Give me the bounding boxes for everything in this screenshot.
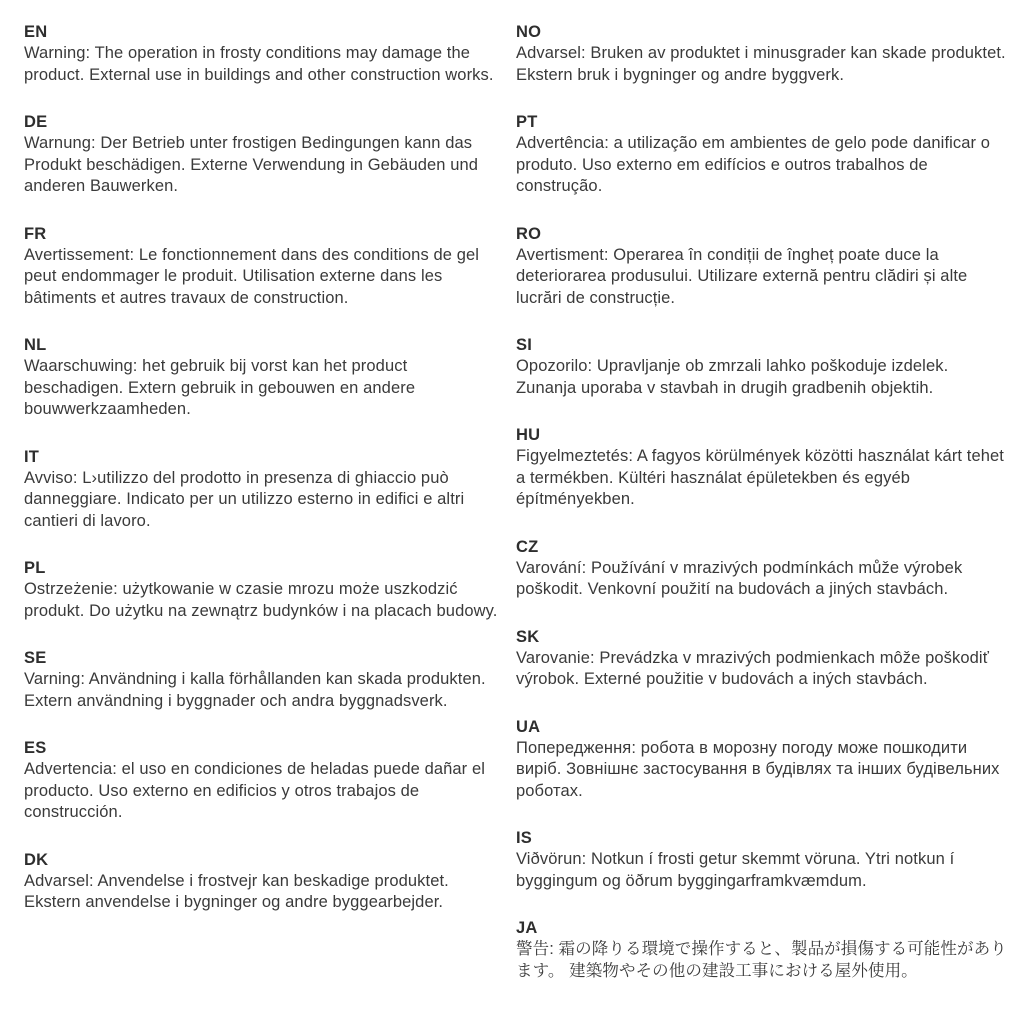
- language-section-is: [516, 828, 1012, 892]
- language-section-cz: [516, 537, 1012, 601]
- language-section-de: [24, 112, 506, 198]
- language-code: UA: [516, 717, 541, 736]
- warning-text: Avviso: L›utilizzo del prodotto in presenza di ghiaccio può danneggiare. Indicato per un utilizzo esterno in edifici e altri cantieri di lavoro.: [24, 468, 465, 530]
- language-section-sk: [516, 627, 1012, 691]
- language-section-en: [24, 22, 506, 86]
- warning-text: Advarsel: Anvendelse i frostvejr kan beskadige produktet. Ekstern anvendelse i bygninger og andre byggearbejder.: [24, 871, 449, 911]
- language-code: DK: [24, 850, 49, 869]
- language-code: FR: [24, 224, 47, 243]
- language-section-si: [516, 335, 1012, 399]
- warning-text: Varovanie: Prevádzka v mrazivých podmienkach môže poškodiť výrobok. Externé použitie v budovách a iných stavbách.: [516, 648, 989, 688]
- language-code: NO: [516, 23, 542, 41]
- language-code: NL: [24, 336, 47, 354]
- language-section-fr: [24, 224, 506, 310]
- language-code: HU: [516, 426, 541, 444]
- language-code: RO: [516, 224, 542, 243]
- warning-text: Viðvörun: Notkun í frosti getur skemmt vöruna. Ytri notkun í byggingum og öðrum byggingarframkvæmdum.: [516, 850, 955, 890]
- warning-text: Advertência: a utilização em ambientes de gelo pode danificar o produto. Uso externo em edifícios e outros trabalhos de construção.: [516, 134, 991, 195]
- warning-text: Warnung: Der Betrieb unter frostigen Bedingungen kann das Produkt beschädigen. Externe Verwendung in Gebäuden und anderen Bauwerken.: [24, 134, 479, 195]
- language-code: IS: [516, 829, 532, 847]
- language-column-right: [516, 22, 1012, 1024]
- language-section-no: [516, 22, 1012, 86]
- warning-text: Waarschuwing: het gebruik bij vorst kan het product beschadigen. Extern gebruik in gebouwen en andere bouwwerkzaamheden.: [24, 357, 416, 418]
- warning-text: Varování: Používání v mrazivých podmínkách může výrobek poškodit. Venkovní použití na budovách a jiných stavbách.: [516, 558, 963, 598]
- language-section-ua: [516, 717, 1012, 803]
- language-section-nl: [24, 335, 506, 421]
- language-section-hu: [516, 425, 1012, 511]
- language-section-se: [24, 648, 506, 712]
- language-code: SE: [24, 649, 47, 667]
- language-code: SK: [516, 627, 540, 646]
- language-code: JA: [516, 919, 538, 937]
- warning-text: Warning: The operation in frosty conditions may damage the product. External use in buildings and other construction works.: [24, 44, 494, 84]
- warning-text: Ostrzeżenie: użytkowanie w czasie mrozu może uszkodzić produkt. Do użytku na zewnątrz budynków i na placach budowy.: [24, 580, 498, 620]
- language-code: SI: [516, 336, 532, 354]
- language-code: IT: [24, 447, 40, 466]
- language-section-dk: [24, 850, 506, 914]
- language-section-es: [24, 738, 506, 824]
- warning-text: Avertisment: Operarea în condiții de îngheț poate duce la deteriorarea produsului. Utilizare externă pentru clădiri și alte lucrări de construcție.: [516, 245, 968, 307]
- warning-text: Попередження: робота в морозну погоду може пошкодити виріб. Зовнішнє застосування в будівлях та інших будівельних роботах.: [516, 738, 1000, 800]
- language-section-ro: [516, 224, 1012, 310]
- language-code: CZ: [516, 537, 539, 556]
- warning-text: Figyelmeztetés: A fagyos körülmények közötti használat kárt tehet a termékben. Kültéri használat épületekben és egyéb építményekben.: [516, 447, 1004, 508]
- language-code: ES: [24, 739, 47, 757]
- language-code: PL: [24, 559, 46, 577]
- language-code: DE: [24, 113, 48, 131]
- language-section-it: [24, 447, 506, 533]
- warning-text: 警告: 霜の降りる環境で操作すると、製品が損傷する可能性があります。 建築物やその他の建設工事における屋外使用。: [516, 940, 1007, 980]
- language-section-ja: [516, 918, 1012, 982]
- language-section-pt: [516, 112, 1012, 198]
- warning-text: Opozorilo: Upravljanje ob zmrzali lahko poškoduje izdelek. Zunanja uporaba v stavbah in drugih gradbenih objektih.: [516, 357, 949, 397]
- warning-text: Advertencia: el uso en condiciones de heladas puede dañar el producto. Uso externo en edificios y otros trabajos de construcción.: [24, 760, 485, 821]
- language-code: PT: [516, 113, 538, 131]
- language-section-pl: [24, 558, 506, 622]
- warning-text: Avertissement: Le fonctionnement dans des conditions de gel peut endommager le produit. Utilisation externe dans les bâtiments et autres travaux de construction.: [24, 245, 480, 307]
- language-code: EN: [24, 23, 48, 41]
- warning-text: Varning: Användning i kalla förhållanden kan skada produkten. Extern användning i byggnader och andra byggnadsverk.: [24, 670, 486, 710]
- language-column-left: [24, 22, 516, 1024]
- warning-text: Advarsel: Bruken av produktet i minusgrader kan skade produktet. Ekstern bruk i bygninger og andre byggverk.: [516, 44, 1006, 84]
